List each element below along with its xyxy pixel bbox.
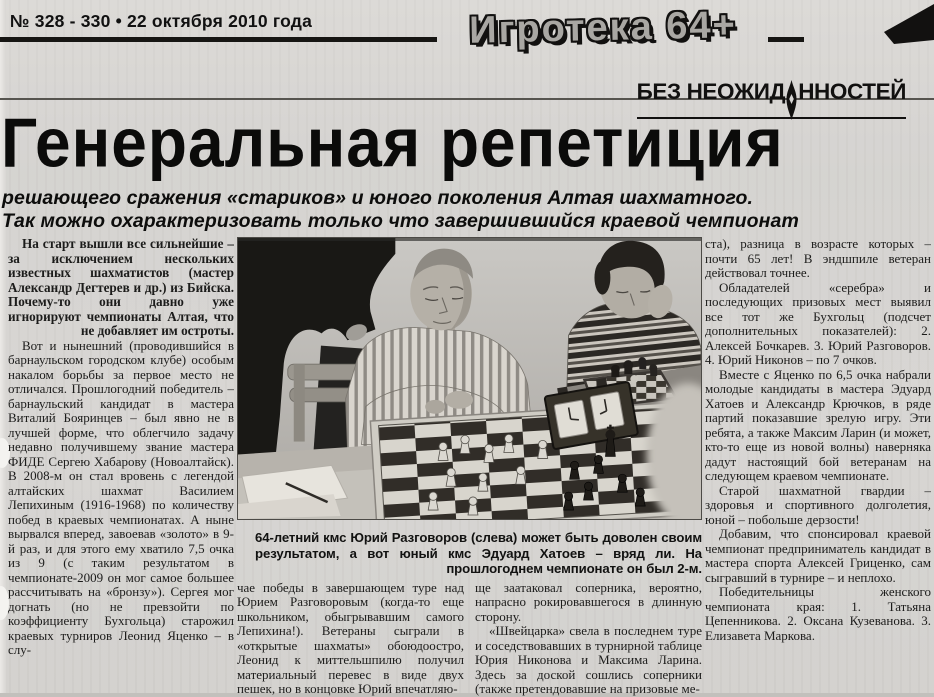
subheadline-line1: решающего сражения «стариков» и юного поколения Алтая шахматного. <box>2 187 754 209</box>
issue-date-line: № 328 - 330 • 22 октября 2010 года <box>10 11 313 31</box>
rubric-text-right: ННОСТЕЙ <box>798 79 906 104</box>
article-column-1 <box>8 237 234 695</box>
headline: Генеральная репетиция <box>1 104 784 182</box>
article-photo <box>237 237 702 520</box>
article-paragraph: ще заатаковал соперника, вероятно, напрасно рокировавшегося в длинную сторону. <box>475 580 702 624</box>
article-paragraph: Обладателей «серебра» и последующих призовых мест выявил все тот же Бухгольц (подсчет дополнительных показателей): 2. Алексей Бочкарев. 3. Юрий Разговоров. 4. Юрий Никонов – по 7 очков. <box>705 279 931 367</box>
photo-top-edge <box>238 238 701 241</box>
article-column-2 <box>237 581 464 697</box>
subheadline <box>2 187 902 233</box>
article-paragraph: Вместе с Яценко по 6,5 очка набрали молодые кандидаты в мастера Эдуард Хатоев и Александр Крючков, в ряде партий показавшие зрелую игру. Эти ребята, а также Максим Ларин (и может, кто-то еще из новой волны) наверняка дадут настоящий бой ветеранам на следующем краевом чемпионате. <box>705 366 931 483</box>
article-paragraph: Старой шахматной гвардии – здоровья и спортивного долголетия, юной – побольше дерзости! <box>705 482 931 527</box>
masthead-bar-right <box>768 37 804 42</box>
rubric-text-left: БЕЗ НЕОЖИД <box>636 79 786 104</box>
page-corner-wedge-icon <box>854 0 934 52</box>
masthead-logo: Игротека 64+ <box>468 3 738 52</box>
photo-caption: 64-летний кмс Юрий Разговоров (слева) может быть доволен своим результатом, а вот юный кмс Эдуард Хатоев – вряд ли. На прошлогоднем чемпионате он был 2-м. <box>255 530 702 576</box>
masthead-bar-left <box>0 37 437 42</box>
article-paragraph: Вот и нынешний (проводившийся в барнаульском городском клубе) особым накалом борьбы за первое место не отличался. Прошлогодний победитель – барнаульский кандидат в мастера Виталий Бояринцев – был явно не в лучшей форме, что облегчило задачу недавно получившему звание мастера ФИДЕ Сергею Хабарову (Новоалтайск). В 2008-м он стал вровень с легендой алтайских шахмат Василием Лепихиным (1916-1968) по количеству побед в краевых чемпионатах. А ныне вырвался вперед, завоевав «золото» в 9-й раз, и для этого ему хватило 7,5 очка из 9 (с таким результатом в чемпионате-2009 он мог самое большее рассчитывать на «бронзу»). Сергея мог догнать (но не превзойти по коэффициенту Бухгольца) старожил краевых турниров Леонид Яценко – в слу- <box>8 337 234 657</box>
article-paragraph: ста), разница в возрасте которых – почти 65 лет! В эндшпиле ветеран действовал точнее. <box>705 237 931 280</box>
article-subcolumns <box>237 581 702 697</box>
article-paragraph: Победительницы женского чемпионата края: 1. Татьяна Цепенникова. 2. Оксана Кузеванова. 3. Елизавета Маркова. <box>705 584 931 643</box>
article-column-4 <box>705 237 931 695</box>
article-column-3 <box>475 581 702 697</box>
subheadline-line2: Так можно охарактеризовать только что завершившийся краевой чемпионат <box>2 210 799 232</box>
lead-paragraph: На старт вышли все сильнейшие – за исключением нескольких известных шахматистов (мастер Александр Дегтерев и др.) из Бийска. Почему-то они давно уже игнорируют чемпионаты Алтая, что не добавляет им остроты. <box>8 237 234 338</box>
article-paragraph: «Швейцарка» свела в последнем туре и соседствовавших в турнирной таблице Юрия Никонова и Максима Ларина. Здесь за доской сошлись соперники (также претендовавшие на призовые ме- <box>475 623 702 696</box>
article-paragraph: Добавим, что спонсировал краевой чемпионат предприниматель кандидат в мастера спорта Алексей Гриценко, сам сыгравший в турнире – и неплохо. <box>705 526 931 585</box>
article-paragraph: чае победы в завершающем туре над Юрием Разговоровым (когда-то еще школьником, обыгрывавшим самого Лепихина!). Ветераны сыграли в «открытые шахматы» обоюдоостро, Леонид к миттельшпилю получил материальный перевес в виде двух пешек, но в концовке Юрий впечатляю- <box>237 580 464 696</box>
article-middle-block <box>237 237 702 697</box>
